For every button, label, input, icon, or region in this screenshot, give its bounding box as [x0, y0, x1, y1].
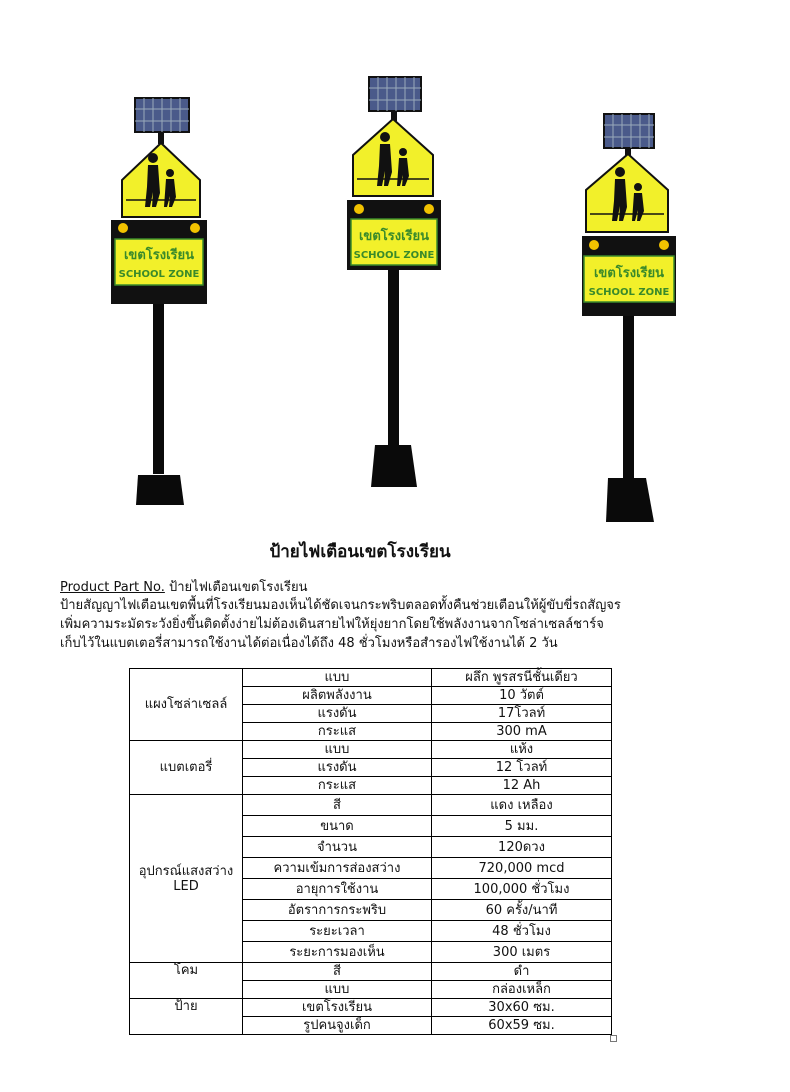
spec-value: 300 mA [432, 723, 612, 741]
spec-key: เขตโรงเรียน [243, 999, 432, 1017]
school-zone-sign-image-1 [108, 95, 218, 510]
spec-key: กระแส [243, 723, 432, 741]
spec-key: ระยะเวลา [243, 921, 432, 942]
solar-panel [369, 77, 421, 111]
spec-key: อัตราการกระพริบ [243, 900, 432, 921]
spec-value: 100,000 ชั่วโมง [432, 879, 612, 900]
spec-key: ความเข้มการส่องสว่าง [243, 858, 432, 879]
group-led-line2: LED [173, 878, 199, 894]
spec-value: 300 เมตร [432, 942, 612, 963]
spec-table [129, 668, 612, 1035]
pedestrian-warning-sign [353, 119, 433, 196]
group-sign: ป้าย [130, 999, 243, 1035]
group-dome: โคม [130, 963, 243, 999]
pole-base [371, 445, 417, 487]
pole-base [136, 475, 184, 505]
spec-value: 12 Ah [432, 777, 612, 795]
spec-value: 60 ครั้ง/นาที [432, 900, 612, 921]
spec-key: ผลิตพลังงาน [243, 687, 432, 705]
spec-value: 60x59 ซม. [432, 1017, 612, 1035]
page-title: ป้ายไฟเตือนเขตโรงเรียน [269, 542, 451, 562]
description-line: ป้ายสัญญาไฟเตือนเขตพื้นที่โรงเรียนมองเห็นได้ชัดเจนกระพริบตลอดทั้งคืนช่วยเตือนให้ผู้ขับขี่รถสัญจร [60, 598, 621, 613]
group-battery: แบตเตอรี่ [130, 741, 243, 795]
product-part-label: Product Part No. [60, 580, 165, 595]
spec-key: รูปคนจูงเด็ก [243, 1017, 432, 1035]
spec-key: อายุการใช้งาน [243, 879, 432, 900]
spec-value: 720,000 mcd [432, 858, 612, 879]
table-row [130, 999, 612, 1017]
pedestrian-warning-sign [586, 154, 668, 232]
zone-sign-box [111, 220, 207, 304]
pole-base [606, 478, 654, 522]
spec-key: แรงดัน [243, 759, 432, 777]
spec-key: แบบ [243, 981, 432, 999]
spec-key: แรงดัน [243, 705, 432, 723]
sign-thai-text: เขตโรงเรียน [593, 266, 665, 281]
table-row [130, 963, 612, 981]
sign-english-text: SCHOOL ZONE [118, 269, 200, 280]
spec-key: สี [243, 795, 432, 816]
solar-panel [135, 98, 189, 132]
pedestrian-warning-sign [122, 143, 200, 217]
spec-value: 48 ชั่วโมง [432, 921, 612, 942]
school-zone-sign-image-3 [580, 112, 680, 527]
spec-key: แบบ [243, 669, 432, 687]
spec-key: กระแส [243, 777, 432, 795]
spec-value: แห้ง [432, 741, 612, 759]
sign-thai-text: เขตโรงเรียน [358, 229, 430, 244]
sign-pole [153, 304, 164, 474]
sign-thai-text: เขตโรงเรียน [123, 248, 195, 263]
product-part-value: ป้ายไฟเตือนเขตโรงเรียน [164, 580, 308, 595]
spec-key: จำนวน [243, 837, 432, 858]
spec-value: 12 โวลท์ [432, 759, 612, 777]
zone-sign-box [347, 200, 441, 270]
sign-english-text: SCHOOL ZONE [588, 287, 670, 298]
description-line: เก็บไว้ในแบตเตอรี่สามารถใช้งานได้ต่อเนื่องได้ถึง 48 ชั่วโมงหรือสำรองไฟใช้งานได้ 2 วัน [60, 636, 558, 651]
spec-value: 17โวลท์ [432, 705, 612, 723]
spec-key: ระยะการมองเห็น [243, 942, 432, 963]
group-led [130, 795, 243, 963]
spec-key: สี [243, 963, 432, 981]
spec-key: ขนาด [243, 816, 432, 837]
sign-pole [623, 316, 634, 481]
spec-value: 30x60 ซม. [432, 999, 612, 1017]
sign-english-text: SCHOOL ZONE [353, 250, 435, 261]
group-led-line1: อุปกรณ์แสงสว่าง [138, 863, 234, 879]
solar-panel [604, 114, 654, 148]
table-resize-handle[interactable] [610, 1035, 617, 1042]
school-zone-sign-image-2 [345, 75, 445, 495]
sign-pole [388, 270, 399, 450]
zone-sign-box [582, 236, 676, 316]
spec-value: 5 มม. [432, 816, 612, 837]
spec-value: 120ดวง [432, 837, 612, 858]
product-part-line [60, 579, 308, 596]
spec-key: แบบ [243, 741, 432, 759]
table-row [130, 741, 612, 759]
group-solar: แผงโซล่าเซลล์ [130, 669, 243, 741]
product-description [60, 596, 760, 653]
spec-value: ผลึก พูรสรนีชั้นเดียว [432, 669, 612, 687]
table-row [130, 669, 612, 687]
spec-value: 10 วัตต์ [432, 687, 612, 705]
spec-value: กล่องเหล็ก [432, 981, 612, 999]
spec-value: ดำ [432, 963, 612, 981]
description-line: เพิ่มความระมัดระวังยิ่งขึ้นติดตั้งง่ายไม่ต้องเดินสายไฟให้ยุ่งยากโดยใช้พลังงานจากโซล่าเซลล์ชาร์จ [60, 617, 604, 632]
table-row [130, 795, 612, 816]
spec-value: แดง เหลือง [432, 795, 612, 816]
